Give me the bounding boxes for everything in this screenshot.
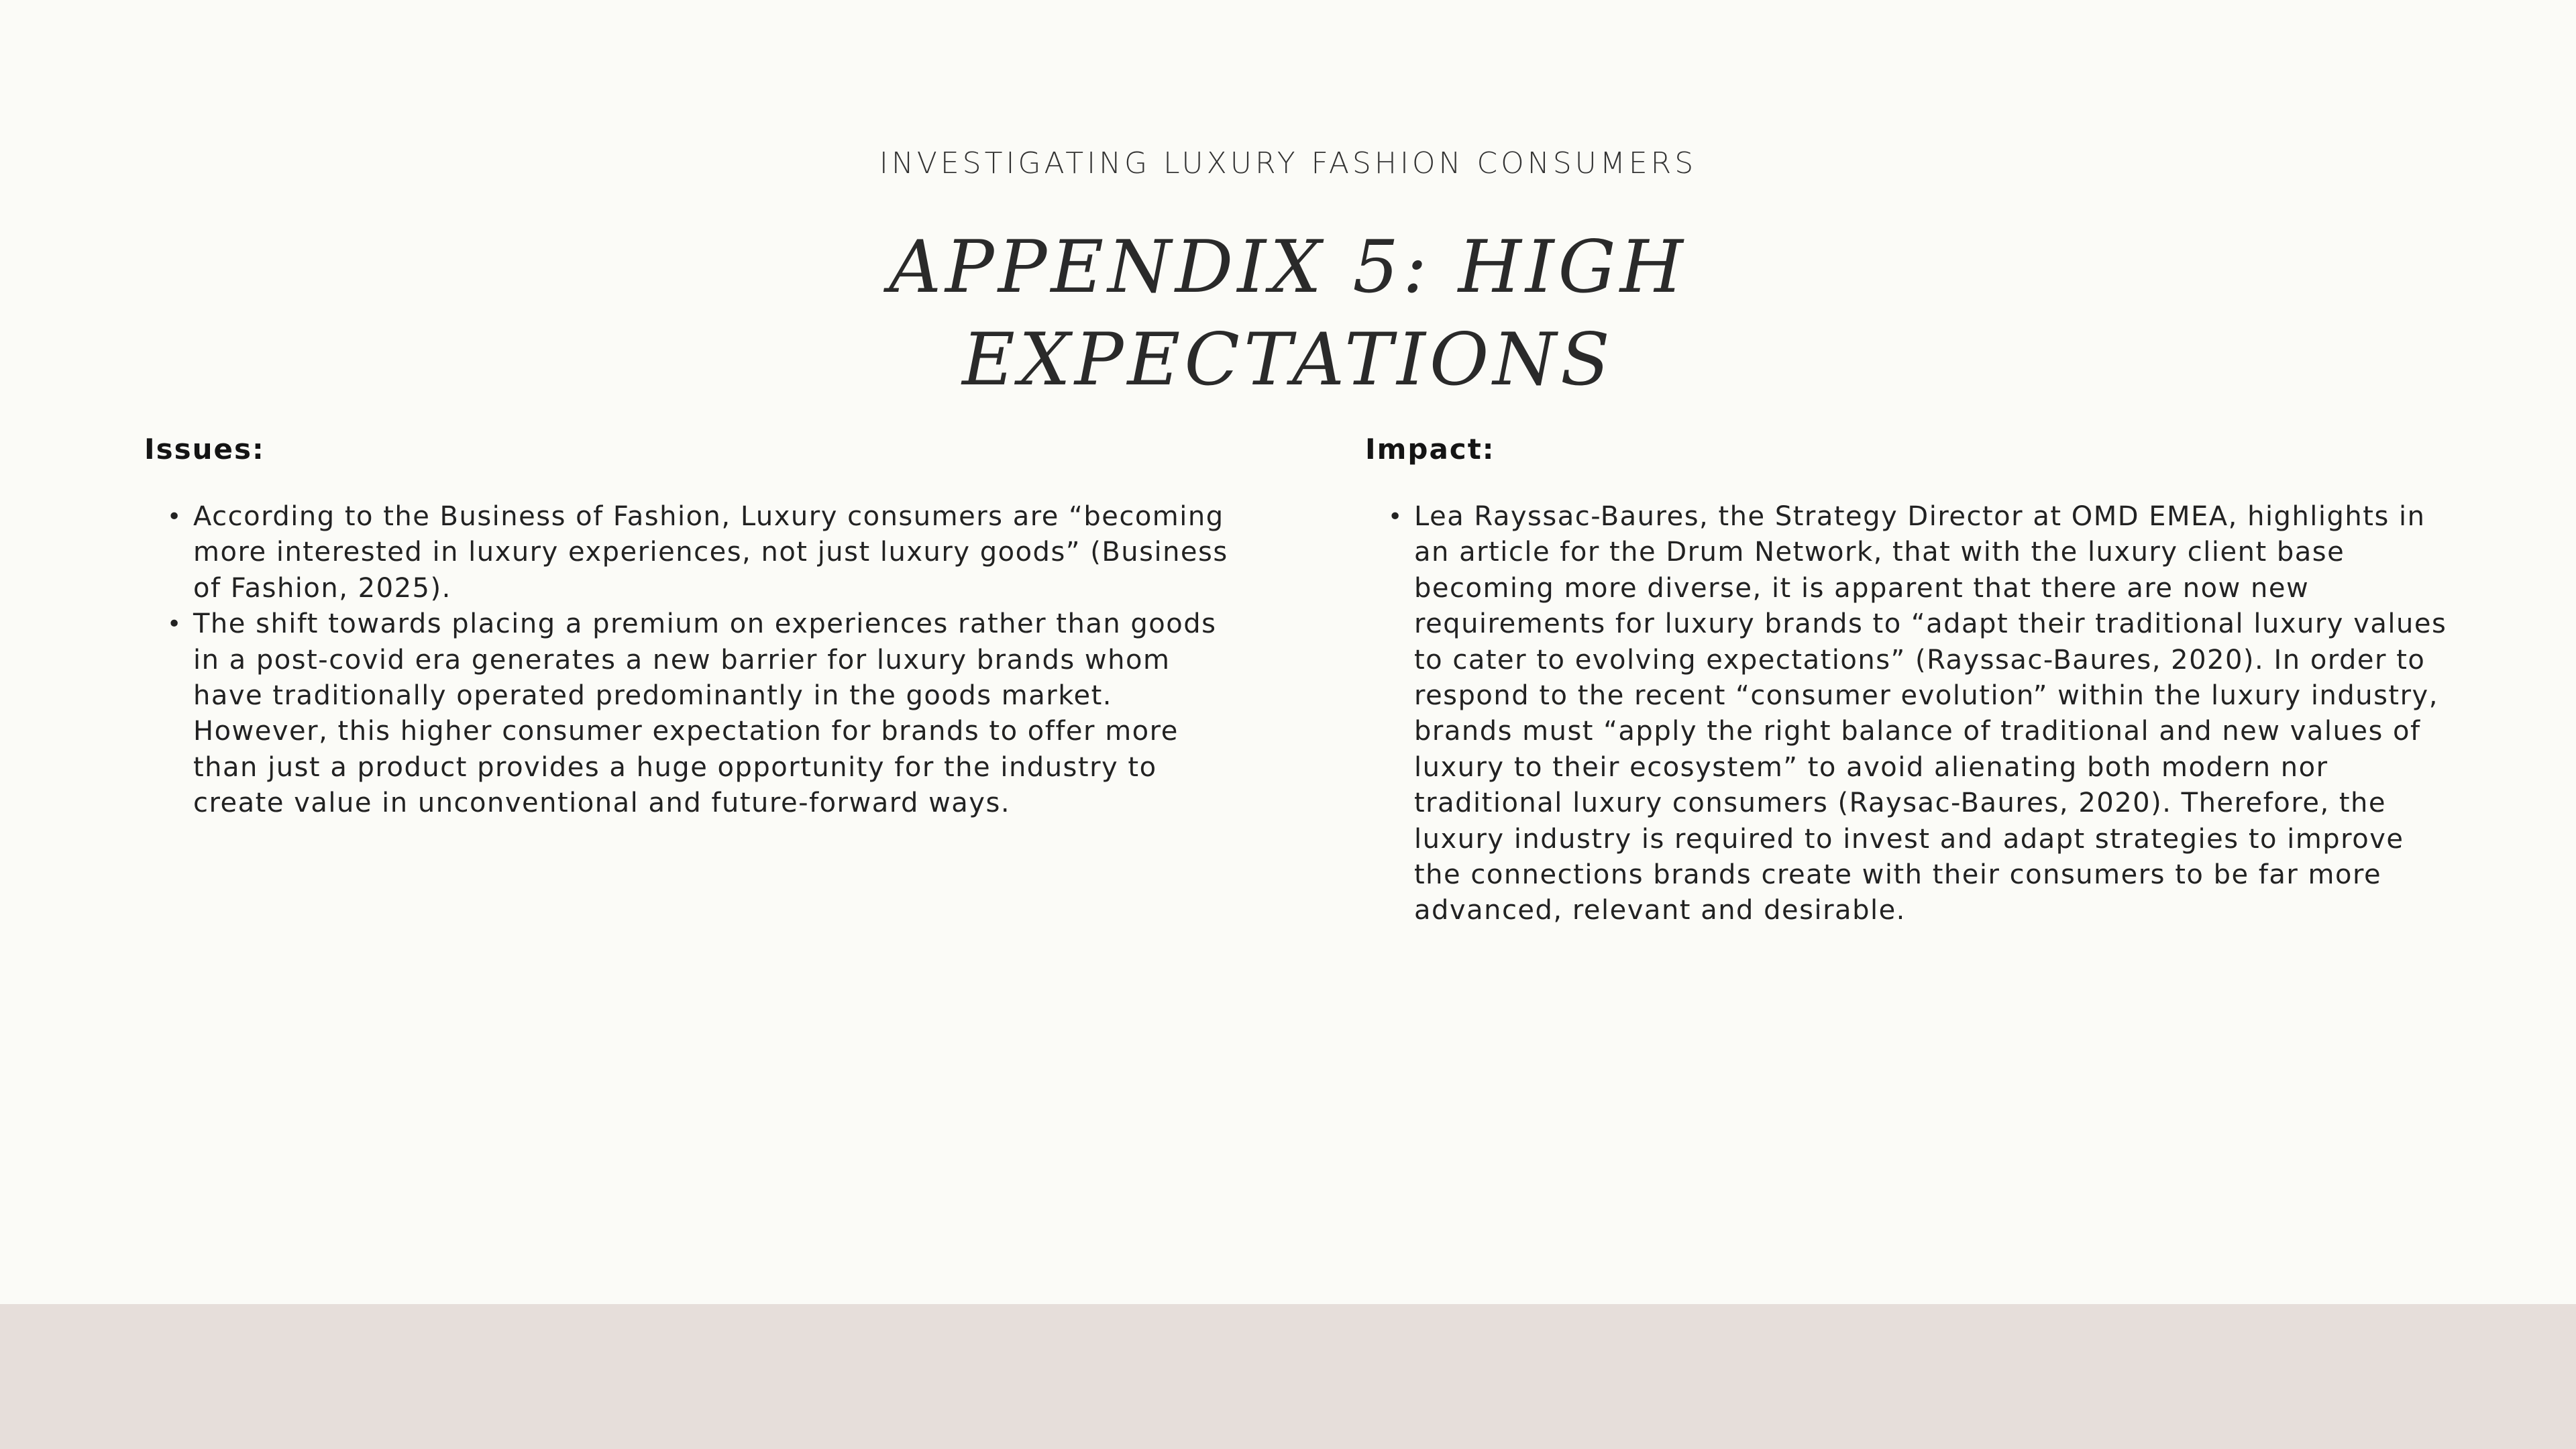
bullet-icon: •: [1388, 503, 1403, 531]
issues-bullet-text: The shift towards placing a premium on experiences rather than goods in a post-covid era generates a new barrier for luxury brands whom have traditionally operated predominantly in the goods market. However, this higher consumer expectation for brands to offer more than just a product provides a huge opportunity for the industry to create value in unconventional and future-forward ways.: [193, 608, 1217, 819]
slide-kicker: INVESTIGATING LUXURY FASHION CONSUMERS: [879, 146, 1697, 180]
impact-column: [1365, 433, 2447, 929]
impact-heading: Impact:: [1365, 433, 1495, 466]
impact-list: [1365, 499, 2447, 929]
issues-column: [144, 433, 1231, 822]
slide-title-line-2: EXPECTATIONS: [962, 318, 1614, 402]
issues-bullet: [144, 606, 1240, 821]
footer-band: [0, 1304, 2576, 1449]
impact-bullet: [1365, 499, 2447, 929]
bullet-icon: •: [167, 610, 182, 639]
issues-list: [144, 499, 1231, 822]
issues-bullet-text: According to the Business of Fashion, Luxury consumers are “becoming more interested in luxury experiences, not just luxury goods” (Business of Fashion, 2025).: [193, 501, 1228, 604]
issues-bullet: [144, 499, 1240, 606]
issues-heading: Issues:: [144, 433, 265, 466]
slide-title-line-1: APPENDIX 5: HIGH: [889, 225, 1687, 309]
slide-title: [0, 221, 2576, 407]
impact-bullet-text: Lea Rayssac-Baures, the Strategy Director at OMD EMEA, highlights in an article for the Drum Network, that with the luxury client base becoming more diverse, it is apparent that there are now new requirements for luxury brands to “adapt their traditional luxury values to cater to evolving expectations” (Rayssac-Baures, 2020). In order to respond to the recent “consumer evolution” within the luxury industry, brands must “apply the right balance of traditional and new values of luxury to their ecosystem” to avoid alienating both modern nor traditional luxury consumers (Raysac-Baures, 2020). Therefore, the luxury industry is required to invest and adapt strategies to improve the connections brands create with their consumers to be far more advanced, relevant and desirable.: [1414, 501, 2447, 926]
bullet-icon: •: [167, 503, 182, 531]
